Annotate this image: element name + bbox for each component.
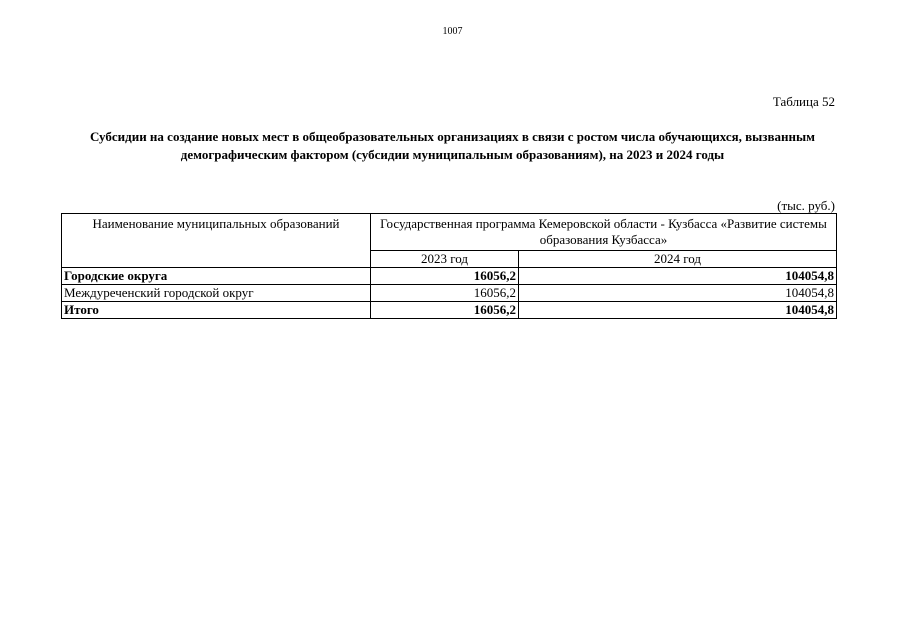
column-header-2024: 2024 год	[519, 251, 837, 268]
column-header-name: Наименование муниципальных образований	[62, 214, 371, 268]
row-value-2023: 16056,2	[371, 302, 519, 319]
row-value-2024: 104054,8	[519, 268, 837, 285]
column-header-program: Государственная программа Кемеровской области - Кузбасса «Развитие системы образования Кузбасса»	[371, 214, 837, 251]
document-title: Субсидии на создание новых мест в общеобразовательных организациях в связи с ростом числа обучающихся, вызванным демографическим фактором (субсидии муниципальным образованиям), на 2023 и 2024 годы	[89, 129, 816, 162]
table-label: Таблица 52	[772, 94, 835, 109]
table-header-row	[62, 214, 837, 251]
row-name: Итого	[62, 302, 371, 319]
row-name: Городские округа	[62, 268, 371, 285]
subsidy-table	[61, 213, 837, 319]
row-name: Междуреченский городской округ	[62, 285, 371, 302]
row-value-2024: 104054,8	[519, 302, 837, 319]
row-value-2024: 104054,8	[519, 285, 837, 302]
units-label: (тыс. руб.)	[777, 198, 835, 213]
row-value-2023: 16056,2	[371, 268, 519, 285]
row-value-2023: 16056,2	[371, 285, 519, 302]
table-total-row	[62, 302, 837, 319]
page-number: 1007	[442, 26, 463, 37]
column-header-2023: 2023 год	[371, 251, 519, 268]
table-row	[62, 268, 837, 285]
table-row	[62, 285, 837, 302]
